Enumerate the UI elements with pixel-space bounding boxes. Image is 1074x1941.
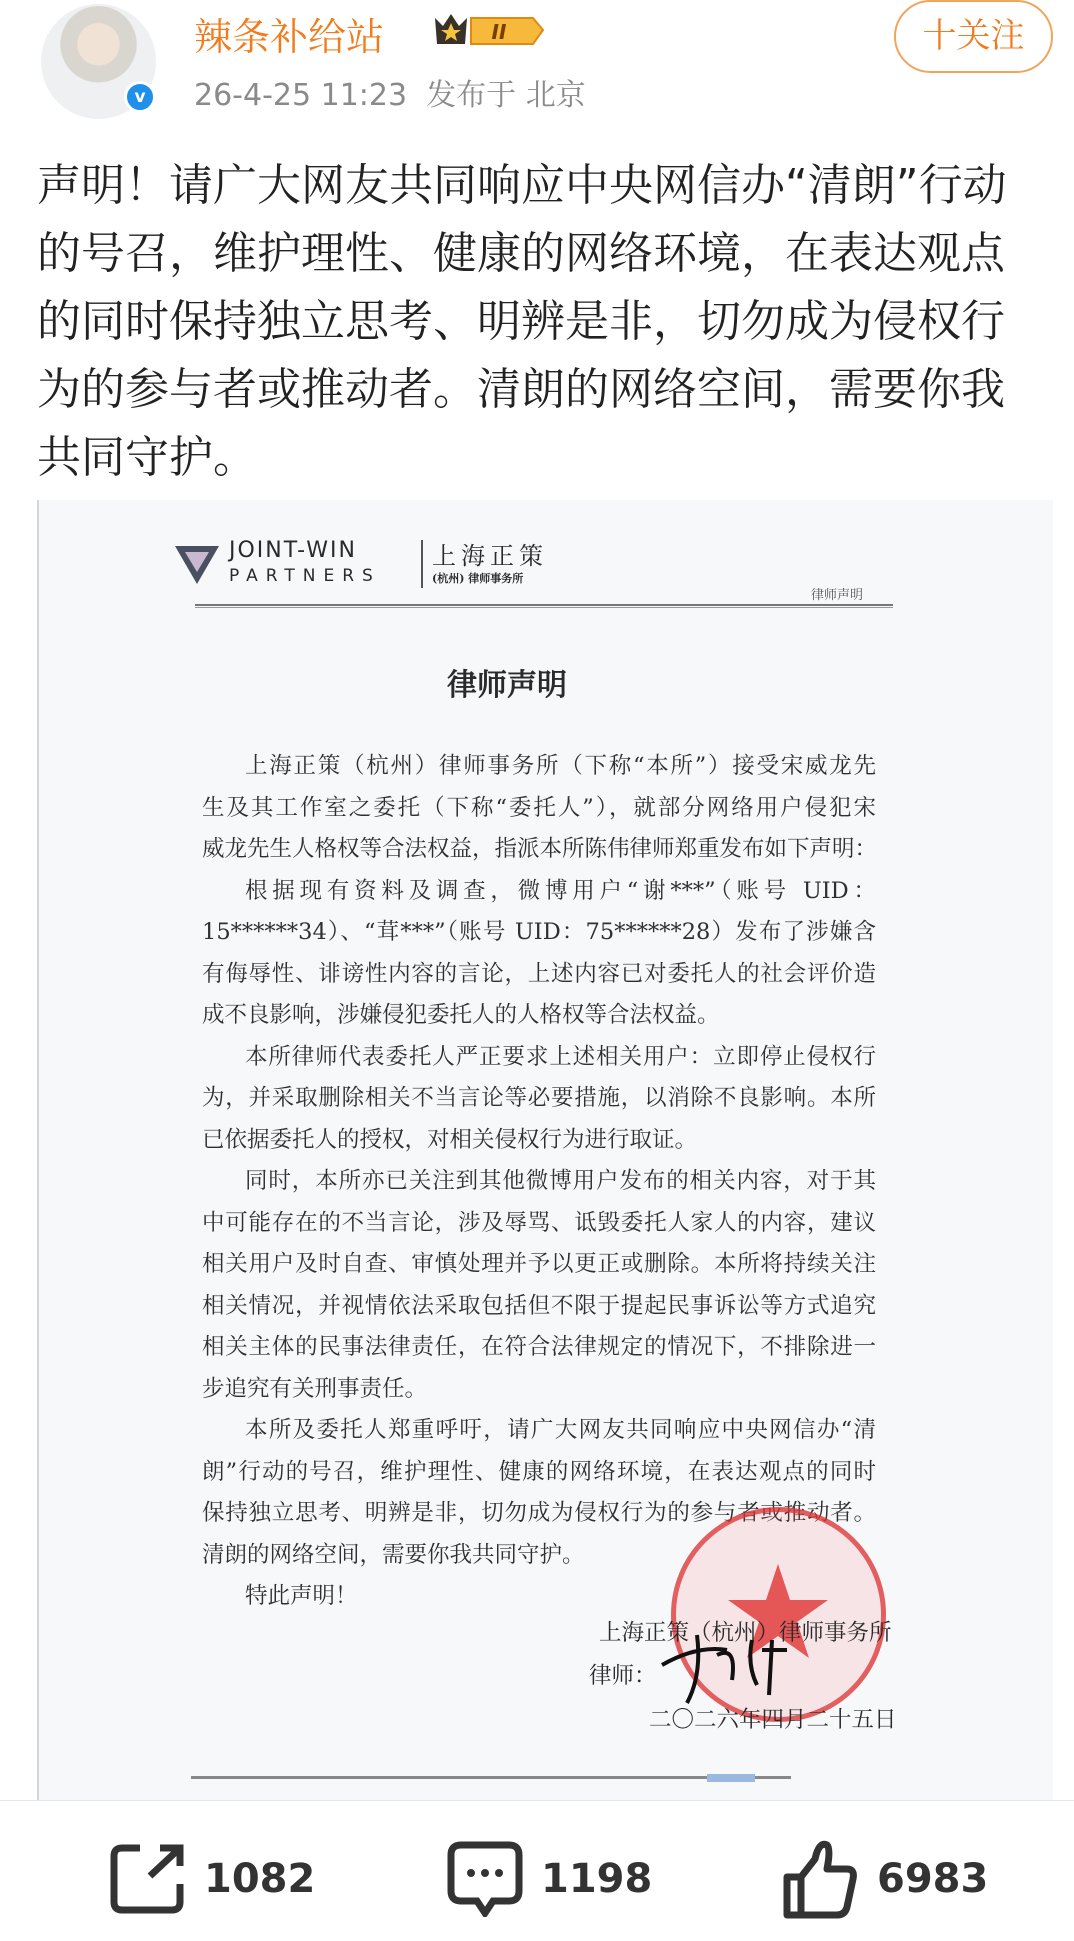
logo-cn-2: (杭州) 律师事务所 <box>432 572 524 585</box>
document-line: 清朗的网络空间，需要你我共同守护。 <box>202 1541 585 1568</box>
signature <box>657 1625 797 1705</box>
logo-cn-1: 上海正策 <box>432 542 548 570</box>
comment-button[interactable] <box>447 1849 652 1909</box>
document-line: 相关用户及时自查、审慎处理并予以更正或删除。本所将持续关注 <box>202 1251 876 1277</box>
like-count: 6983 <box>877 1856 989 1902</box>
statement-date: 二〇二六年四月二十五日 <box>649 1707 897 1733</box>
logo-en-2: PARTNERS <box>229 566 381 586</box>
document-line: 特此声明！ <box>245 1583 358 1609</box>
timestamp: 26-4-25 11:23 <box>194 78 408 113</box>
document-line: 保持独立思考、明辨是非，切勿成为侵权行为的参与者或推动者。 <box>202 1500 876 1526</box>
document-line: 步追究有关刑事责任。 <box>202 1375 428 1402</box>
document-line: 本所及委托人郑重呼吁，请广大网友共同响应中央网信办“清 <box>245 1417 876 1443</box>
statement-image[interactable] <box>37 500 1053 1800</box>
document-line: 本所律师代表委托人严正要求上述相关用户：立即停止侵权行 <box>245 1043 876 1070</box>
author-name[interactable]: 辣条补给站 <box>194 15 385 59</box>
document-line: 成不良影响，涉嫌侵犯委托人的人格权等合法权益。 <box>202 1002 720 1028</box>
document-line: 相关主体的民事法律责任，在符合法律规定的情况下，不排除进一 <box>202 1334 876 1360</box>
document-line: 已依据委托人的授权，对相关侵权行为进行取证。 <box>202 1126 698 1153</box>
verified-icon: v <box>124 81 156 113</box>
document-line: 根据现有资料及调查，微博用户“谢***”（账号 UID： <box>245 877 876 904</box>
logo-en-1: JOINT-WIN <box>229 538 357 563</box>
document-line: 生及其工作室之委托（下称“委托人”），就部分网络用户侵犯宋 <box>202 794 876 821</box>
follow-button[interactable]: 十关注 <box>894 0 1053 73</box>
location: 发布于 北京 <box>426 78 586 113</box>
repost-count: 1082 <box>204 1856 316 1902</box>
header-label: 律师声明 <box>811 588 864 603</box>
level-crown-icon <box>433 12 545 48</box>
document-line: 有侮辱性、诽谤性内容的言论，上述内容已对委托人的社会评价造 <box>202 960 876 987</box>
document-title: 律师声明 <box>447 668 567 703</box>
thumbs-up-icon <box>783 1839 859 1919</box>
repost-button[interactable] <box>110 1849 315 1909</box>
comment-icon <box>447 1841 523 1917</box>
like-button[interactable] <box>783 1849 988 1909</box>
level-badge-text: II <box>491 20 507 44</box>
document-line: 同时，本所亦已关注到其他微博用户发布的相关内容，对于其 <box>245 1168 876 1194</box>
document-line: 中可能存在的不当言论，涉及辱骂、诋毁委托人家人的内容，建议 <box>202 1209 876 1236</box>
document-line: 为，并采取删除相关不当言论等必要措施，以消除不良影响。本所 <box>202 1085 876 1111</box>
post-meta <box>194 70 586 114</box>
firm-signature-line: 上海正策（杭州）律师事务所 <box>599 1620 892 1646</box>
document-line: 相关情况，并视情依法采取包括但不限于提起民事诉讼等方式追究 <box>202 1292 876 1319</box>
comment-count: 1198 <box>541 1856 653 1902</box>
lawyer-label: 律师： <box>589 1663 657 1689</box>
document-line: 朗”行动的号召，维护理性、健康的网络环境，在表达观点的同时 <box>202 1458 876 1485</box>
document-line: 威龙先生人格权等合法权益，指派本所陈伟律师郑重发布如下声明： <box>202 836 878 862</box>
action-bar <box>0 1800 1074 1941</box>
document-line: 15******34）、“茸***”（账号 UID：75******28）发布了涉嫌含 <box>202 919 876 945</box>
share-icon <box>110 1844 186 1914</box>
document-line: 上海正策（杭州）律师事务所（下称“本所”）接受宋威龙先 <box>245 753 876 779</box>
post-text: 声明！请广大网友共同响应中央网信办“清朗”行动的号召，维护理性、健康的网络环境，在表达观点的同时保持独立思考、明辨是非，切勿成为侵权行为的参与者或推动者。清朗的网络空间，需要你我共同守护。 <box>37 160 1007 483</box>
firm-logo-icon <box>175 544 219 584</box>
